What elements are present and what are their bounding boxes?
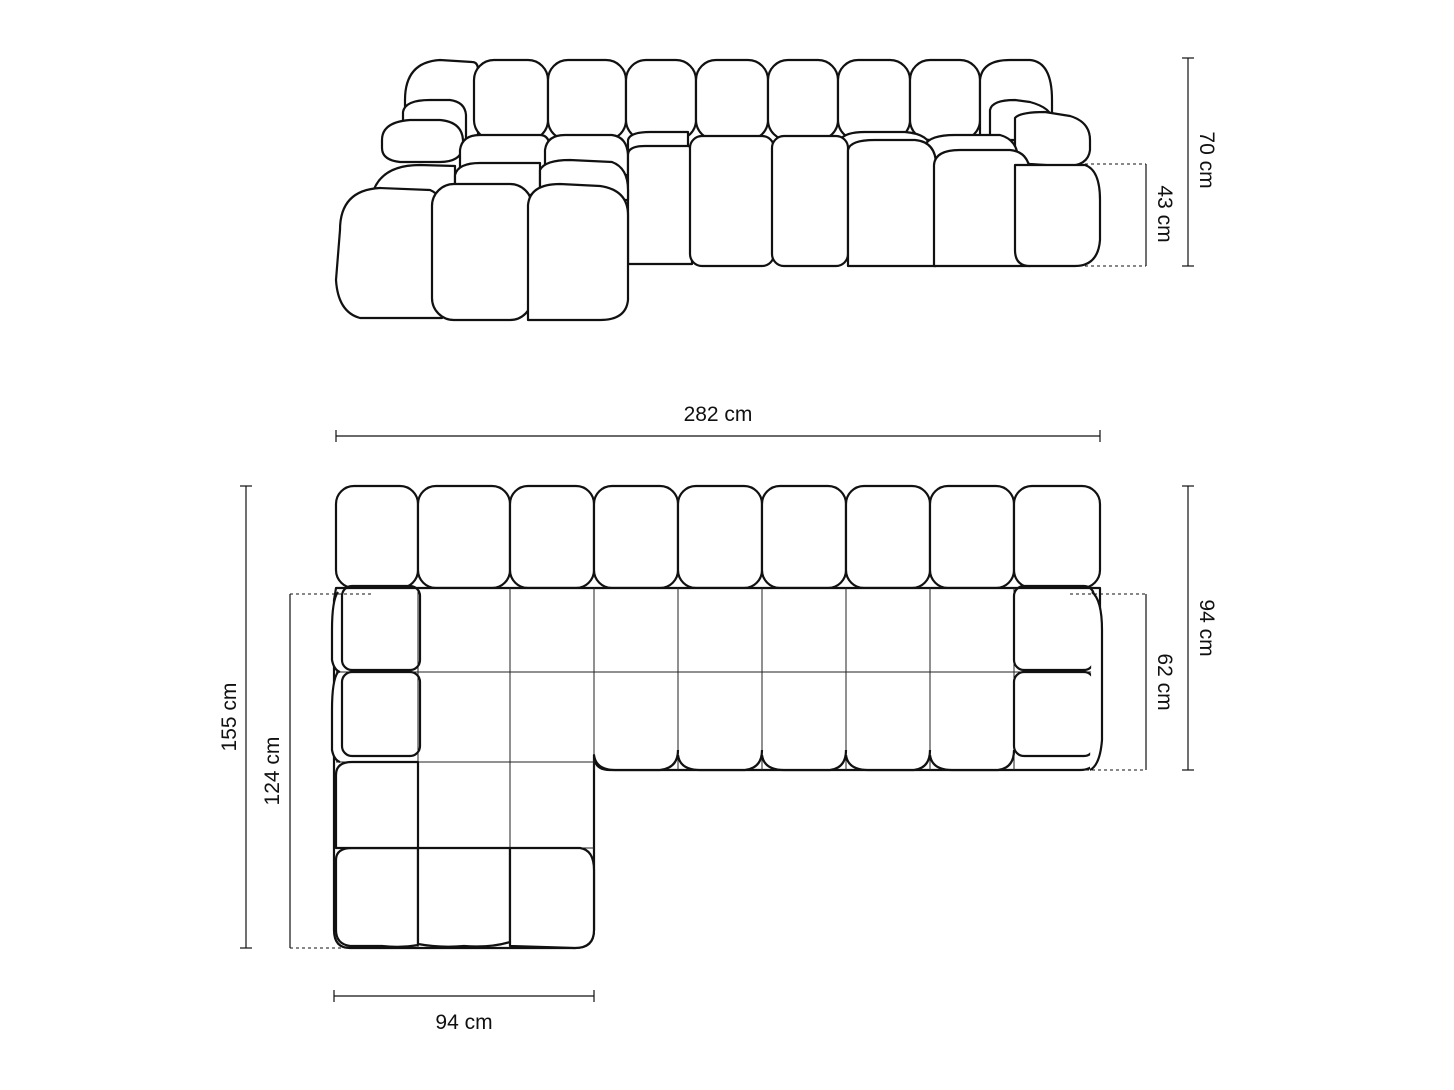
total-height-label: 70 cm (1195, 131, 1218, 189)
chaise-seat-depth-label: 124 cm (261, 736, 284, 806)
chaise-depth-dimension (218, 486, 252, 948)
top-back-cushions (336, 486, 1100, 588)
left-armrest (382, 100, 466, 162)
chaise-front (336, 160, 628, 320)
seat-depth-label: 62 cm (1153, 653, 1176, 711)
front-height-dimension (1182, 58, 1218, 266)
total-width-label: 282 cm (683, 403, 753, 426)
sofa-depth-dimension (1182, 486, 1218, 770)
seat-height-label: 43 cm (1153, 185, 1176, 243)
back-cushions (405, 60, 1052, 140)
top-view (218, 403, 1218, 1034)
chaise-depth-label: 155 cm (218, 682, 241, 752)
front-view (336, 60, 1100, 320)
chaise-width-dimension (334, 990, 594, 1034)
chaise-width-label: 94 cm (435, 1011, 493, 1034)
sofa-depth-label: 94 cm (1195, 599, 1218, 657)
